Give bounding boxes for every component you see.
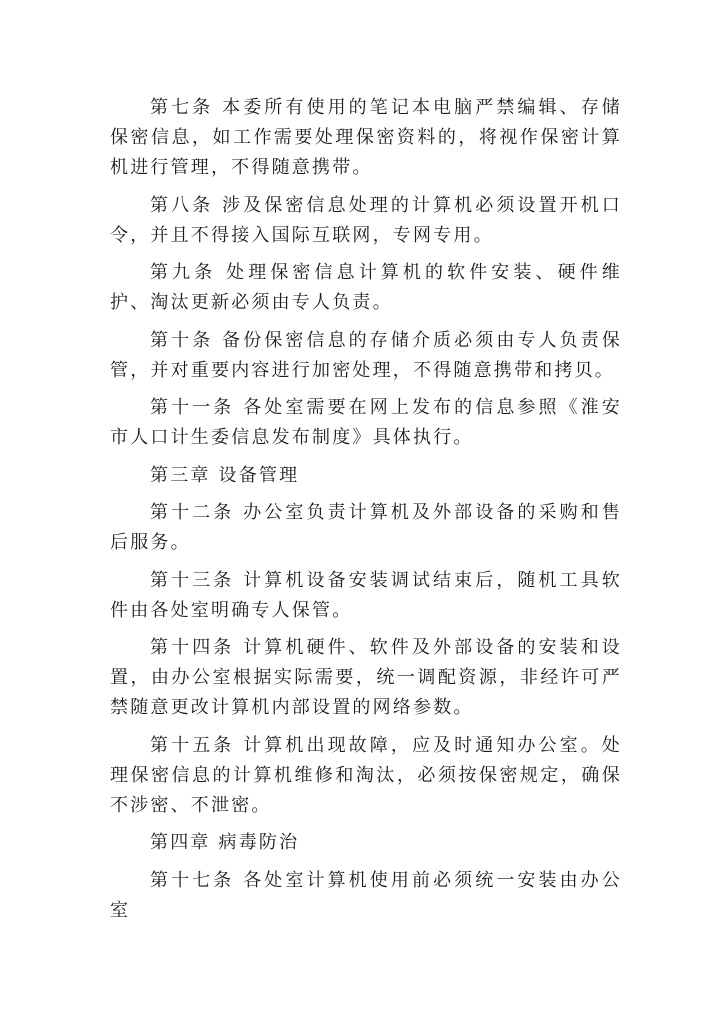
document-body [110,93,622,933]
article-14: 第十四条 计算机硬件、软件及外部设备的安装和设置，由办公室根据实际需要，统一调配资源，非经许可严禁随意更改计算机内部设置的网络参数。 [110,637,622,718]
article-13: 第十三条 计算机设备安装调试结束后，随机工具软件由各处室明确专人保管。 [110,569,622,621]
article-10: 第十条 备份保密信息的存储介质必须由专人负责保管，并对重要内容进行加密处理，不得随意携带和拷贝。 [110,329,622,381]
article-7: 第七条 本委所有使用的笔记本电脑严禁编辑、存储保密信息，如工作需要处理保密资料的，将视作保密计算机进行管理，不得随意携带。 [110,97,622,178]
article-9: 第九条 处理保密信息计算机的软件安装、硬件维护、淘汰更新必须由专人负责。 [110,262,622,313]
chapter-4-heading: 第四章 病毒防治 [150,832,300,853]
article-11: 第十一条 各处室需要在网上发布的信息参照《淮安市人口计生委信息发布制度》具体执行。 [110,397,622,448]
article-8: 第八条 涉及保密信息处理的计算机必须设置开机口令，并且不得接入国际互联网，专网专用。 [110,194,622,246]
article-17: 第十七条 各处室计算机使用前必须统一安装由办公室 [110,869,622,921]
chapter-3-heading: 第三章 设备管理 [150,464,300,486]
article-15: 第十五条 计算机出现故障，应及时通知办公室。处理保密信息的计算机维修和淘汰，必须按保密规定，确保不涉密、不泄密。 [110,734,622,816]
article-12: 第十二条 办公室负责计算机及外部设备的采购和售后服务。 [110,502,622,553]
